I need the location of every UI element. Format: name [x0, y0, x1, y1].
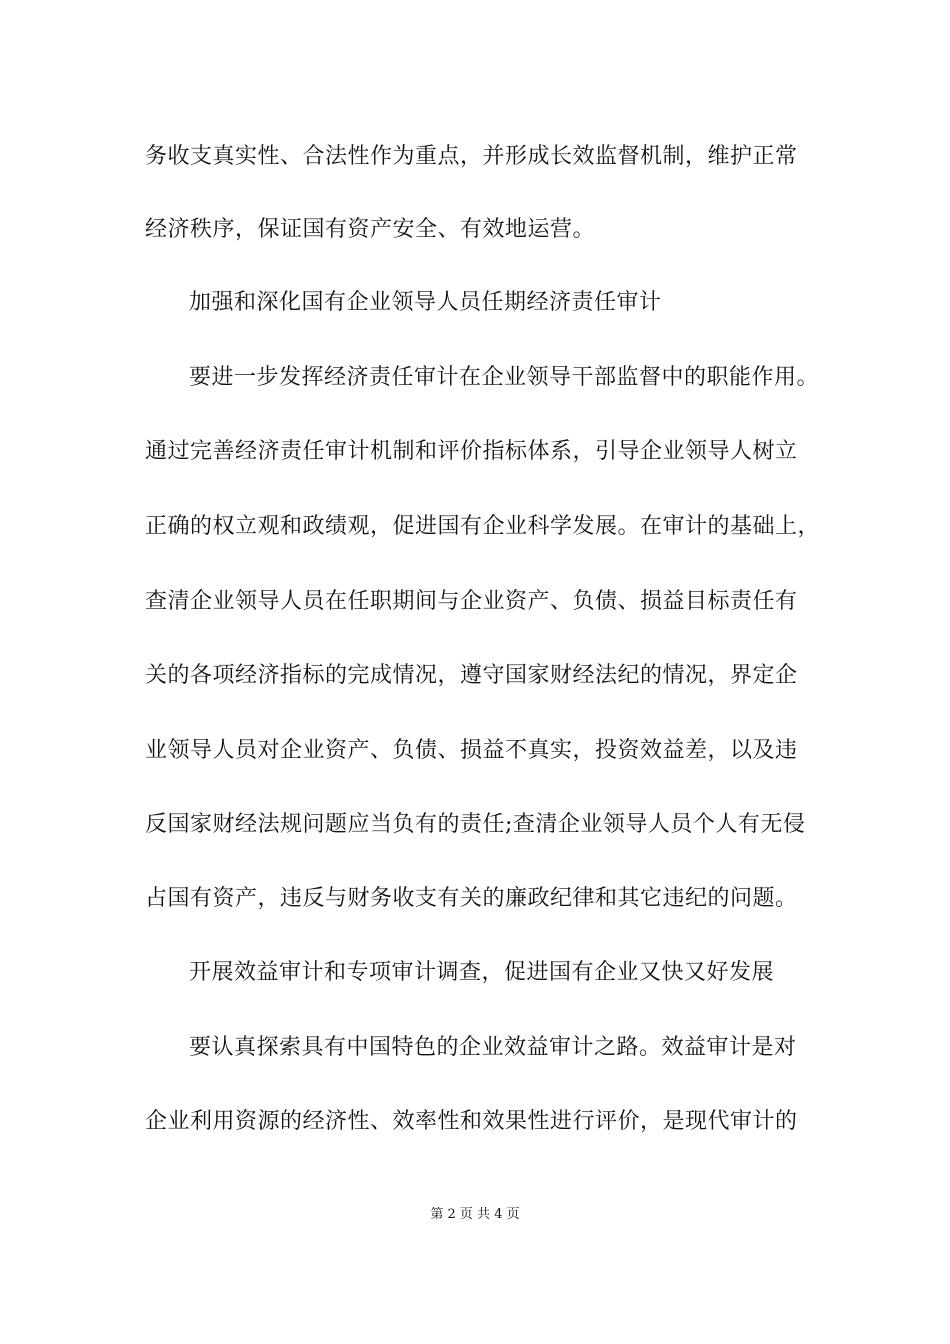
body-text-line: 要认真探索具有中国特色的企业效益审计之路。效益审计是对 — [189, 1035, 797, 1060]
body-text-line: 企业利用资源的经济性、效率性和效果性进行评价，是现代审计的 — [145, 1109, 798, 1134]
body-text-line: 反国家财经法规问题应当负有的责任;查清企业领导人员个人有无侵 — [145, 812, 806, 837]
body-text-line: 要进一步发挥经济责任审计在企业领导干部监督中的职能作用。 — [189, 365, 820, 390]
body-text-line: 查清企业领导人员在任职期间与企业资产、负债、损益目标责任有 — [145, 589, 798, 614]
page-footer — [0, 1206, 950, 1224]
section-heading: 加强和深化国有企业领导人员任期经济责任审计 — [189, 290, 662, 315]
body-text-line: 通过完善经济责任审计机制和评价指标体系，引导企业领导人树立 — [145, 439, 798, 464]
body-text-line: 业领导人员对企业资产、负债、损益不真实，投资效益差，以及违 — [145, 738, 798, 763]
body-text-line: 务收支真实性、合法性作为重点，并形成长效监督机制，维护正常 — [145, 144, 798, 169]
body-text-line: 占国有资产，违反与财务收支有关的廉政纪律和其它违纪的问题。 — [145, 886, 798, 911]
body-text-line: 正确的权立观和政绩观，促进国有企业科学发展。在审计的基础上， — [145, 514, 821, 539]
body-text-line: 经济秩序，保证国有资产安全、有效地运营。 — [145, 217, 596, 242]
body-text-line: 关的各项经济指标的完成情况，遵守国家财经法纪的情况，界定企 — [145, 663, 798, 688]
page-number-label: 第 2 页 共 4 页 — [430, 1207, 520, 1222]
section-heading: 开展效益审计和专项审计调查，促进国有企业又快又好发展 — [189, 960, 775, 985]
